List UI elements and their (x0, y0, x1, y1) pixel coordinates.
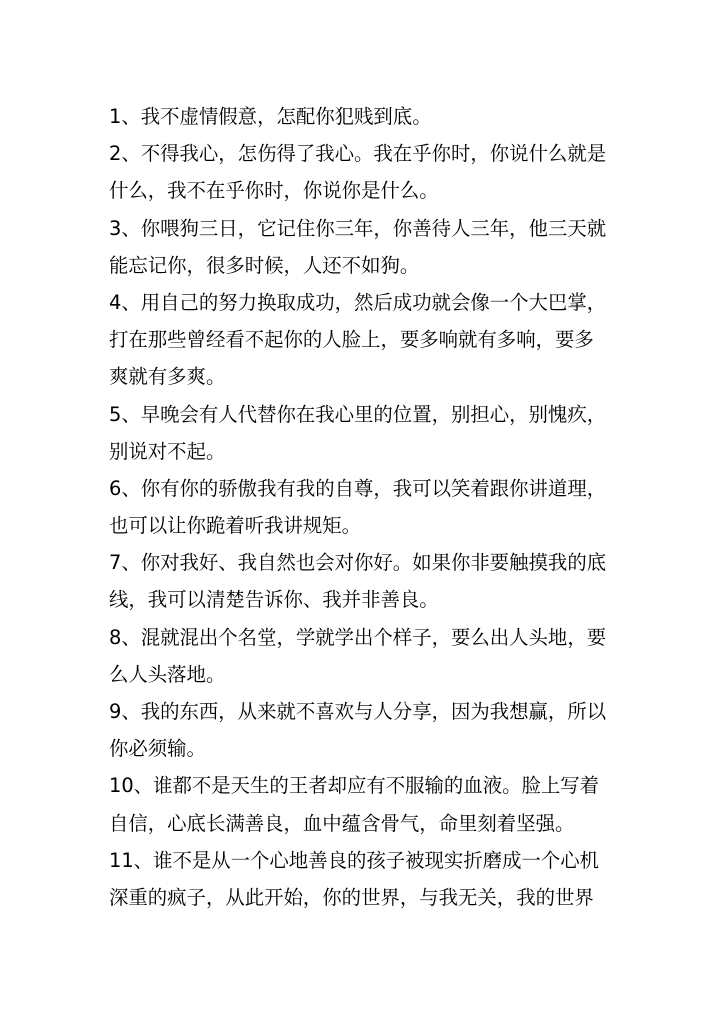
text-line-22: 深重的疯子，从此开始，你的世界，与我无关，我的世界 (109, 885, 594, 909)
text-line-7: 打在那些曾经看不起你的人脸上，要多响就有多响，要多 (109, 328, 594, 352)
text-line-8: 爽就有多爽。 (109, 365, 226, 389)
text-line-10: 别说对不起。 (109, 439, 226, 463)
text-line-6: 4、用自己的努力换取成功，然后成功就会像一个大巴掌， (109, 290, 607, 314)
text-line-14: 线，我可以清楚告诉你、我并非善良。 (109, 588, 439, 612)
text-line-2: 2、不得我心，怎伤得了我心。我在乎你时，你说什么就是 (109, 142, 607, 166)
document-body (109, 98, 621, 916)
text-line-17: 9、我的东西，从来就不喜欢与人分享，因为我想赢，所以 (109, 700, 607, 723)
text-line-21: 11、谁不是从一个心地善良的孩子被现实折磨成一个心机 (109, 848, 600, 872)
text-line-5: 能忘记你，很多时候，人还不如狗。 (109, 253, 420, 277)
text-line-3: 什么，我不在乎你时，你说你是什么。 (109, 179, 439, 203)
text-line-19: 10、谁都不是天生的王者却应有不服输的血液。脸上写着 (109, 774, 600, 798)
text-line-12: 也可以让你跪着听我讲规矩。 (109, 514, 362, 538)
text-line-1: 1、我不虚情假意，怎配你犯贱到底。 (109, 105, 432, 128)
text-line-16: 么人头落地。 (109, 662, 226, 686)
text-line-11: 6、你有你的骄傲我有我的自尊，我可以笑着跟你讲道理， (109, 476, 607, 500)
text-line-9: 5、早晚会有人代替你在我心里的位置，别担心，别愧疚， (109, 402, 607, 426)
text-line-13: 7、你对我好、我自然也会对你好。如果你非要触摸我的底 (109, 551, 607, 575)
text-line-18: 你必须输。 (109, 737, 206, 761)
text-line-15: 8、混就混出个名堂，学就学出个样子，要么出人头地，要 (109, 625, 607, 649)
text-line-20: 自信，心底长满善良，血中蕴含骨气，命里刻着坚强。 (109, 811, 575, 835)
text-line-4: 3、你喂狗三日，它记住你三年，你善待人三年，他三天就 (109, 216, 607, 240)
